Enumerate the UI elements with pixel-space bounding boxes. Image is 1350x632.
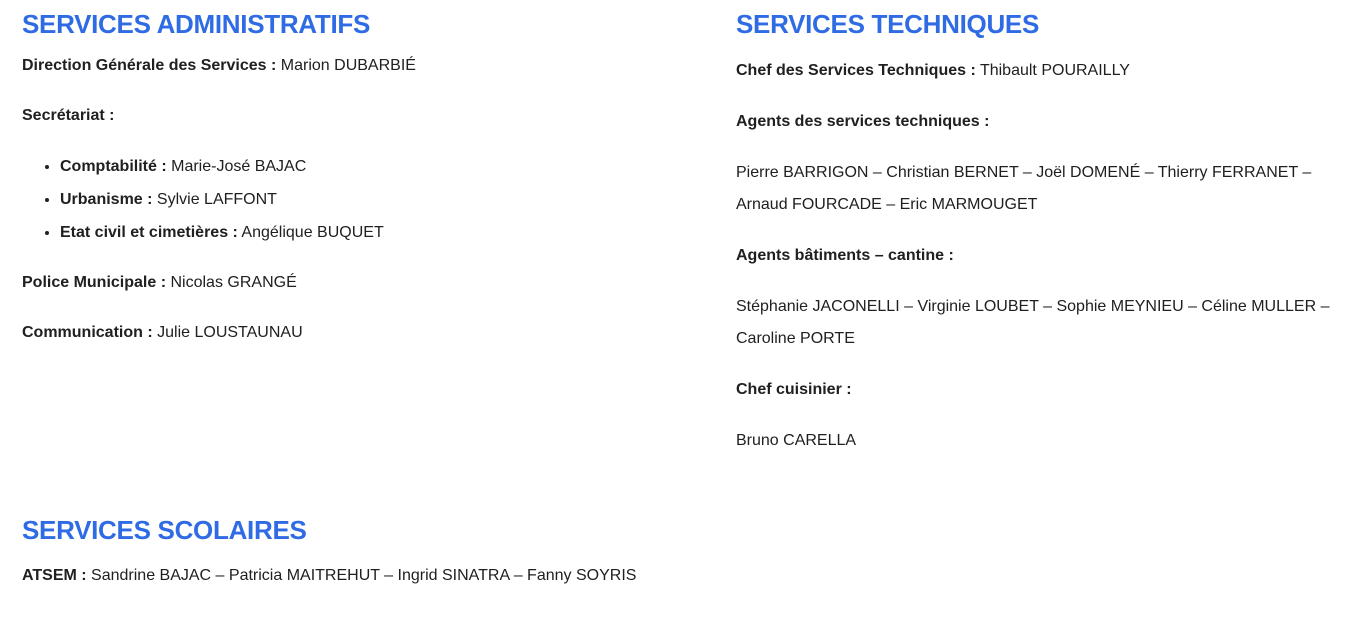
entry-direction-generale-value: Marion DUBARBIÉ (280, 57, 416, 74)
entry-police-municipale-label: Police Municipale : (22, 274, 167, 291)
chef-cuisinier-value: Bruno CARELLA (736, 432, 857, 449)
entry-atsem-value: Sandrine BAJAC – Patricia MAITREHUT – Ingrid SINATRA – Fanny SOYRIS (91, 567, 637, 584)
two-column-layout (22, 10, 1350, 476)
list-item-urbanisme-value: Sylvie LAFFONT (156, 191, 277, 208)
agents-batiments-names: Stéphanie JACONELLI – Virginie LOUBET – Sophie MEYNIEU – Céline MULLER – Caroline PORTE (736, 298, 1330, 347)
entry-chef-services-techniques-value: Thibault POURAILLY (979, 62, 1130, 79)
list-item-comptabilite-label: Comptabilité : (60, 158, 167, 175)
list-item-etat-civil-label: Etat civil et cimetières : (60, 224, 238, 241)
entry-atsem (22, 560, 1350, 592)
section-title-scolaires: SERVICES SCOLAIRES (22, 515, 307, 545)
section-title-administratifs: SERVICES ADMINISTRATIFS (22, 9, 370, 39)
entry-atsem-label: ATSEM : (22, 567, 87, 584)
list-item-urbanisme-label: Urbanisme : (60, 191, 153, 208)
entry-chef-cuisinier-label (736, 374, 1346, 406)
section-services-techniques (736, 10, 1346, 476)
entry-chef-services-techniques-label: Chef des Services Techniques : (736, 62, 976, 79)
agents-batiments-label: Agents bâtiments – cantine : (736, 247, 954, 264)
entry-direction-generale (22, 50, 696, 82)
entry-police-municipale (22, 267, 696, 299)
entry-communication-label: Communication : (22, 324, 153, 341)
section-services-administratifs (22, 10, 736, 476)
entry-agents-batiments-label (736, 240, 1346, 272)
chef-cuisinier-label: Chef cuisinier : (736, 381, 852, 398)
entry-chef-services-techniques (736, 55, 1346, 87)
list-item-urbanisme (60, 183, 696, 216)
section-services-scolaires (22, 516, 1350, 592)
list-item-etat-civil-value: Angélique BUQUET (241, 224, 384, 241)
list-item-etat-civil (60, 216, 696, 249)
agents-techniques-label: Agents des services techniques : (736, 113, 990, 130)
agents-techniques-names: Pierre BARRIGON – Christian BERNET – Joël DOMENÉ – Thierry FERRANET – Arnaud FOURCADE – Eric MARMOUGET (736, 164, 1312, 213)
secretariat-list (22, 150, 696, 249)
list-item-comptabilite (60, 150, 696, 183)
entry-direction-generale-label: Direction Générale des Services : (22, 57, 277, 74)
entry-police-municipale-value: Nicolas GRANGÉ (170, 274, 297, 291)
entry-communication-value: Julie LOUSTAUNAU (157, 324, 303, 341)
entry-communication (22, 317, 696, 349)
entry-secretariat-label: Secrétariat : (22, 107, 115, 124)
list-item-comptabilite-value: Marie-José BAJAC (171, 158, 307, 175)
entry-agents-techniques-label (736, 106, 1346, 138)
section-title-techniques: SERVICES TECHNIQUES (736, 9, 1039, 39)
entry-secretariat (22, 100, 696, 132)
